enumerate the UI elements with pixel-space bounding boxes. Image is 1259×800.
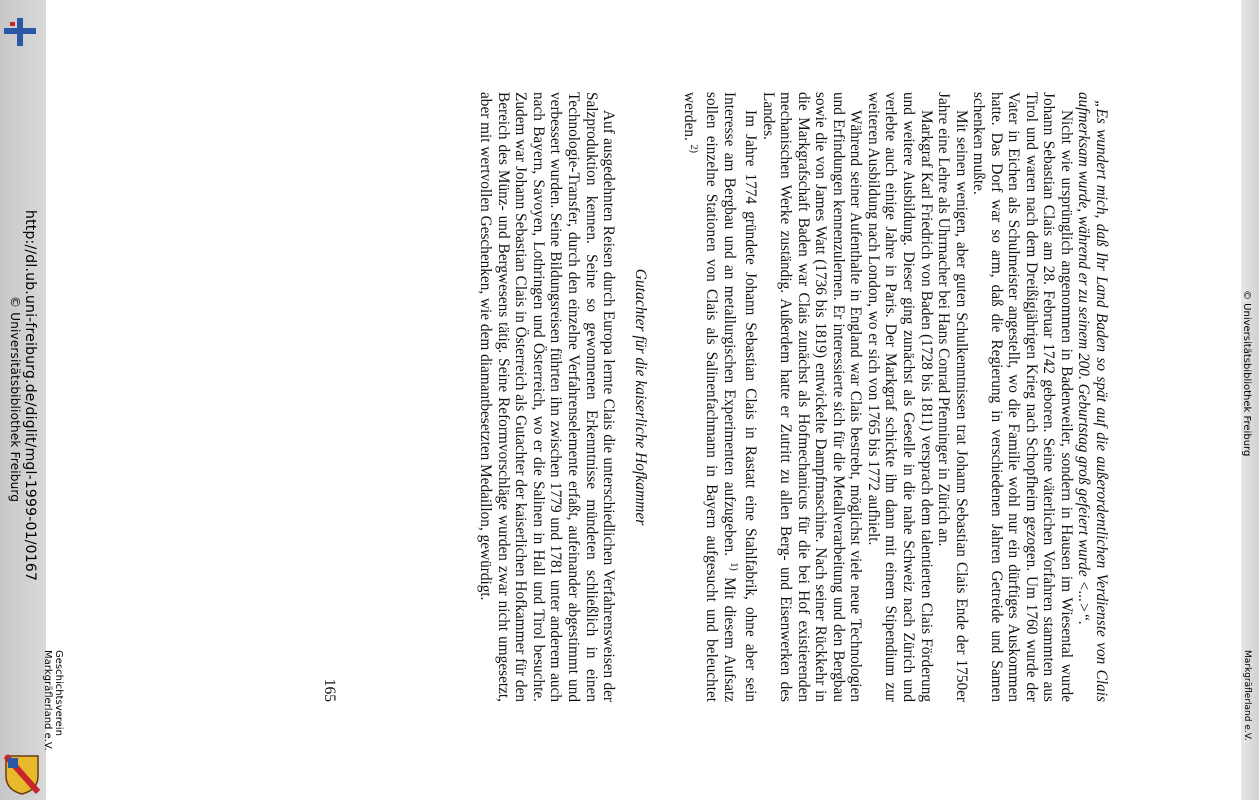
paragraph-essay-text: Mit diesem Aufsatz sollen einzelne Stationen von Clais als Salinenfachmann in Bayern aufgesucht und beleuchtet werden. bbox=[681, 92, 738, 703]
society-crest-icon bbox=[2, 752, 42, 796]
page-number: 165 bbox=[321, 678, 338, 702]
paragraph-travels: Auf ausgedehnten Reisen durch Europa lernte Clais die unterschiedlichen Verfahrensweisen der Salzproduktion kennen. Seine so gewonnenen Erkenntnisse mündeten schließlich in einen Technologie-Transfer, durch den einzelne Verfahrenselemente erfaßt, aufeinander abgestimmt und verbessert wurden. Seine Bildungsreisen führten ihn zwischen 1779 und 1781 unter anderem auch nach Bayern, Savoyen, Lothringen und Österreich, wo er die Salinen in Hall und Tirol besuchte. Zudem war Johann Sebastian Clais in Österreich als Gutachter der kaiserlichen Hofkammer für den Bereich des Münz- und Bergwesens tätig. Seine Reformvorschläge wurden zwar nicht umgesetzt, aber mit wertvollen Geschenken, wie dem diamantbesetzten Medaillon, gewürdigt. bbox=[477, 92, 618, 702]
cut-watermark-top: © Universitätsbibliothek Freiburg bbox=[1241, 290, 1252, 457]
footnote-ref-2: 2) bbox=[688, 144, 700, 154]
paragraph-england: Während seiner Aufenthalte in England war Clais bestrebt, möglichst viele neue Technologien und Erfindungen kennenzulernen. Er interessierte sich für die Metallverarbeitung und den Bergbau sowie die von James Watt (1736 bis 1819) entwickelte Dampfmaschine. Nach seiner Rückkehr in die Markgrafschaft Baden war Clais zunächst als Hofmechanicus für die bei Hof existierenden mechanischen Werke zuständig. Außerdem hatte er Zutritt zu allen Berg- und Eisenwerken des Landes. bbox=[759, 92, 865, 702]
section-heading: Gutachter für die kaiserliche Hofkammer bbox=[631, 268, 649, 526]
paragraph-apprenticeship: Mit seinen wenigen, aber guten Schulkenntnissen trat Johann Sebastian Clais Ende der 1750er Jahre eine Lehre als Uhrmacher bei Hans Conrad Pfenninger in Zürich an. bbox=[935, 92, 970, 702]
cut-watermark-right: Markgräflerland e.V. bbox=[1242, 650, 1252, 741]
society-name bbox=[42, 650, 64, 751]
footnote-ref-1: 1) bbox=[727, 562, 739, 571]
watermark-library: © Universitätsbibliothek Freiburg bbox=[8, 296, 22, 503]
watermark-url: http://dl.ub.uni-freiburg.de/diglit/mgl-1999-01/0167 bbox=[22, 210, 38, 582]
society-name-line2: Markgräflerland e.V. bbox=[42, 650, 53, 751]
freiburg-logo-icon bbox=[4, 18, 36, 46]
paragraph-rastatt bbox=[681, 92, 759, 702]
society-name-line1: Geschichtsverein bbox=[53, 650, 64, 736]
paragraph-rastatt-text: Im Jahre 1774 gründete Johann Sebastian Clais in Rastatt eine Stahlfabrik, ohne aber sein Interesse am Bergbau und an metallurgischen Experimenten aufzugeben. bbox=[720, 92, 760, 702]
opening-quote: „Es wundert mich, daß Ihr Land Baden so spät auf die außerordentlichen Verdienste von Clais aufmerksam wurde, während er zu seinem 200. Geburtstag groß gefeiert wurde <...>“. bbox=[1075, 92, 1110, 702]
paragraph-birth: Nicht wie ursprünglich angenommen in Badenweiler, sondern in Hausen im Wiesental wurde Johann Sebastian Clais am 28. Februar 1742 geboren. Seine väterlichen Vorfahren stammten aus Tirol und waren nach dem Dreißigjährigen Krieg nach Schopfheim gezogen. Um 1760 wurde der Vater in Eichen als Schulmeister angestellt, wo die Familie wohl nur ein dürftiges Auskommen hatte. Das Dorf war so arm, daß die Regierung in verschiedenen Jahren Getreide und Samen schenken mußte. bbox=[970, 92, 1075, 702]
document-page bbox=[321, 92, 1110, 703]
paragraph-margrave: Markgraf Karl Friedrich von Baden (1728 bis 1811) versprach dem talentierten Clais Förderung und weitere Ausbildung. Dieser ging zunächst als Geselle in die nahe Schweiz nach Zürich und verlebte auch einige Jahre in Paris. Der Markgraf schickte ihn dann mit einem Stipendium zur weiteren Ausbildung nach London, wo er sich von 1765 bis 1772 aufhielt. bbox=[864, 92, 935, 702]
